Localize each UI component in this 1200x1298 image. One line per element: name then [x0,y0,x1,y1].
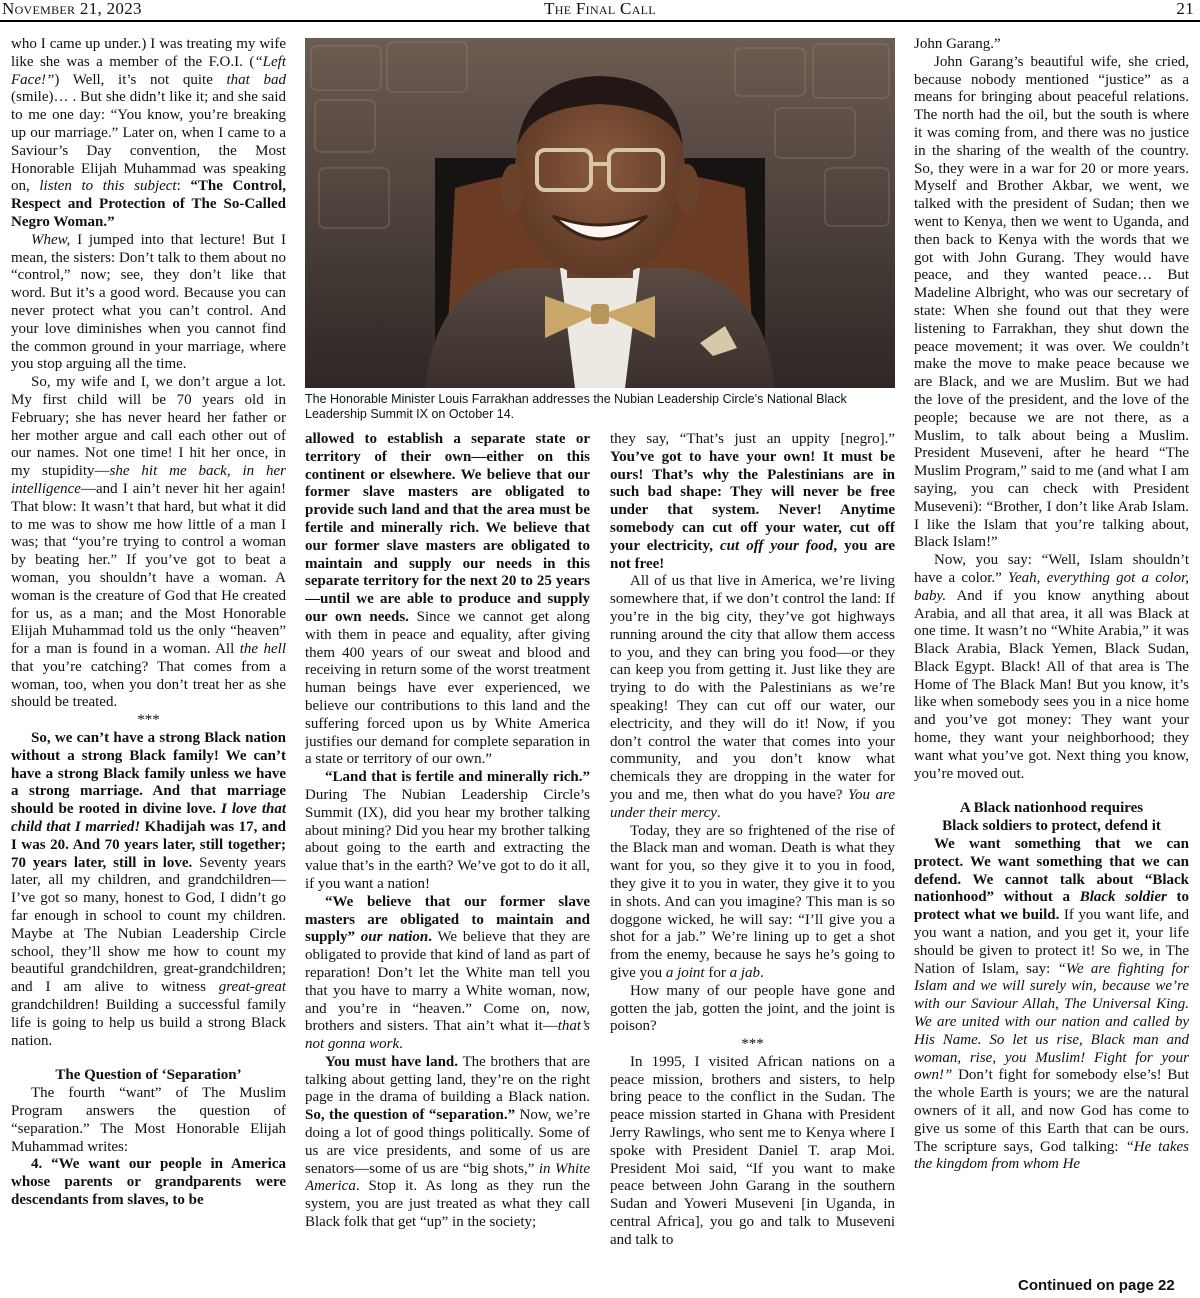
newspaper-name: The Final Call [544,0,656,18]
paragraph-spacer [914,783,1189,800]
paragraph: In 1995, I visited African nations on a peace mission, brothers and sisters, to help bring peace to the conflict in the Sudan. The peace mission started in Ghana with President Jerry Rawlings, who sent me to Kenya where I spoke with President Daniel T. arap Moi. President Moi said, “If you want to make peace between John Garang in the southern Sudan and Yoweri Museveni [in Uganda, in central Africa], you go and talk to Museveni and talk to [610,1053,895,1248]
paragraph-spacer [11,1050,286,1067]
paragraph: they say, “That’s just an uppity [negro].” You’ve got to have your own! It must be ours! That’s why the Palestinians are in such bad shape: They will never be free under that system. Never! Anytime somebody can cut off your water, cut off your electricity, cut off your food, you are not free! [610,431,895,572]
page-header [0,0,1200,22]
portrait-illustration [305,38,895,388]
paragraph: “Land that is fertile and minerally rich.” During The Nubian Leadership Circle’s Summit (IX), did you hear my brother talking about mining? Did you hear my brother talking about going to the earth and extracting the value that’s in the earth? We’ve got to do it all, if you want a nation! [305,769,590,892]
page-number: 21 [1176,0,1194,18]
paragraph: We want something that we can protect. We want something that we can defend. We cannot talk about “Black nationhood” without a Black soldier to protect what we build. If you want life, and you want a nation, and you get it, your life should be given to protect it! So we, in The Nation of Islam, say: “We are fighting for Islam and we will surely win, because we’re with our Saviour Allah, The Universal King. We are united with our nation and called by His Name. So let us rise, Black man and woman, rise, you Muslim! Fight for your own!” Don’t fight for somebody else’s! But the whole Earth is yours; we are the natural owners of it all, and now God has come to give us some of this Earth that can be ours. The scripture says, God talking: “He takes the kingdom from whom He [914,836,1189,1173]
section-break: *** [741,1036,764,1053]
paragraph: who I came up under.) I was treating my wife like she was a member of the F.O.I. (“Left Face!”) Well, it’s not quite that bad (smile)… . But she didn’t like it; and she said to me one day: “You know, you’re breaking up our marriage.” Later on, when I came to a Saviour’s Day convention, the Most Honorable Elijah Muhammad was speaking on, listen to this subject: “The Control, Respect and Protection of The So-Called Negro Woman.” [11,36,286,230]
paragraph: How many of our people have gone and gotten the jab, gotten the joint, and the joint is poison? [610,982,895,1035]
photo-caption: The Honorable Minister Louis Farrakhan addresses the Nubian Leadership Circle’s National Black Leadership Summit IX on October 14. [305,392,847,421]
paragraph: John Garang.” [914,36,1001,52]
paragraph: All of us that live in America, we’re living somewhere that, if we don’t control the land: If you’re in the big city, they’ve got highways running around the city that allow them access to you, and they can bring you food—or they can keep you from getting it. Just like they are trying to do with the Palestinians as we’re speaking! They can cut off our water, our electricity, and they will do it! Now, if you don’t control the water that comes into your community, and you don’t know what chemicals they are dropping in the water for you and me, then what do you have? You are under their mercy. [610,573,895,821]
article-column-2 [305,431,590,1291]
subhead: The Question of ‘Separation’ [55,1067,242,1084]
article-column-4 [914,36,1189,1272]
paragraph: 4. “We want our people in America whose parents or grandparents were descendants from slaves, to be [11,1156,286,1208]
issue-date: November 21, 2023 [2,0,142,18]
paragraph: So, we can’t have a strong Black nation without a strong Black family! We can’t have a strong Black family unless we have a strong marriage. And that marriage should be rooted in divine love. I love that child that I married! Khadijah was 17, and I was 20. And 70 years later, still together; 70 years later, still in love. Seventy years later, all my children, and grandchildren—I’ve got so many, honest to God, I didn’t go far enough in school to count my children. Maybe at The Nubian Leadership Circle school, they’ll show me how to count my beautiful grandchildren, great-grandchildren; and I am alive to witness great-great grandchildren! Building a successful family life is going to help us build a strong Black nation. [11,730,286,1049]
paragraph: allowed to establish a separate state or territory of their own—either on this continent or elsewhere. We believe that our former slave masters are obligated to provide such land and that the area must be fertile and minerally rich. We believe that our former slave masters are obligated to maintain and supply our needs in this separate territory for the next 20 to 25 years—until we are able to produce and supply our own needs. Since we cannot get along with them in peace and equality, after giving them 400 years of our sweat and blood and receiving in return some of the worst treatment human beings have ever experienced, we believe our contributions to this land and the suffering forced upon us by White America justifies our demand for complete separation in a state or territory of our own.” [305,431,590,768]
paragraph: The fourth “want” of The Muslim Program answers the question of “separation.” The Most Honorable Elijah Muhammad writes: [11,1085,286,1155]
article-column-3 [610,431,895,1291]
paragraph: Whew, I jumped into that lecture! But I mean, the sisters: Don’t talk to them about no “control,” now; see, they don’t like that word. But it’s a good word. Because you can never protect what you can’t control. And your love diminishes when you cannot find the common ground in your marriage, where you stop arguing all the time. [11,231,286,373]
subhead: A Black nationhood requires Black soldiers to protect, defend it [942,800,1161,835]
section-break: *** [137,712,160,729]
paragraph: You must have land. The brothers that are talking about getting land, they’re on the right page in the drama of building a Black nation. So, the question of “separation.” Now, we’re doing a lot of good things politically. Some of us are vice presidents, and some of us are senators—some of us are “big shots,” in White America. Stop it. As long as they run the system, you are just treated as what they call Black folk that get “up” in the society; [305,1053,590,1231]
article-column-1 [11,36,286,1294]
photo-farrakhan [305,38,895,388]
paragraph: Now, you say: “Well, Islam shouldn’t have a color.” Yeah, everything got a color, baby. And if you know anything about Arabia, and all that area, it all was Black at one time. It wasn’t no “White Arabia,” it was Black Arabia, Black Yemen, Black Sudan, Black Egypt. Black! All of that area is The Home of The Black Man! But you know, it’s like when somebody sees you in a nice home and you’ve got money: They want your home, they want your neighborhood; they want what you’ve got. Next thing you know, you’re moved out. [914,552,1189,782]
paragraph: So, my wife and I, we don’t argue a lot. My first child will be 70 years old in February; she has never heard her father or her mother argue and call each other out of our names. Not one time! I hit her once, in my stupidity—she hit me back, in her intelligence—and I ain’t never hit her again! That blow: It wasn’t that hard, but what it did to me was to show me how little of a man I was; that “you’re trying to control a woman by beating her.” If you’ve got to beat a woman, you shouldn’t have a woman. A woman is the creature of God that He created for us, as a man; and the Most Honorable Elijah Muhammad told us the only “heaven” for a man is found in a woman. All the hell that you’re catching? That comes from a woman, too, when you don’t treat her as she should be treated. [11,374,286,711]
paragraph: “We believe that our former slave masters are obligated to maintain and supply” our nation. We believe that they are obligated to provide that kind of land as part of reparation! Don’t let the White man tell you that you have to marry a White woman, now, and you’re in “heaven.” Come on, now, brothers and sisters. That ain’t what it—that’s not gonna work. [305,893,590,1053]
paragraph: John Garang’s beautiful wife, she cried, because nobody mentioned “justice” as a means for bringing about peaceful relations. The north had the oil, but the south is where it was coming from, and there was no justice in the sharing of the wealth of the country. So, they were in a war for 20 or more years. Myself and Brother Akbar, we went, we talked with the president of Sudan; then we went to Kenya, then we went to Uganda, and then back to Kenya with the words that we got with John Gurang. They would have peace, and they wanted peace… But Madeline Albright, who was our secretary of state: When she found out that they were listening to Farrakhan, they shut down the peace movement; it was over. We couldn’t make the move to make peace because we are Black, and we are Muslim. But we had the love of the president, and the love of the people; because we are not there, as a Muslim, to talk about being a Muslim. President Museveni, after he heard “The Muslim Program,” said to me (and what I am saying, you can check with President Museveni): “Brother, I don’t like Arab Islam. I like the Islam that you’re talking about, Black Islam!” [914,53,1189,551]
paragraph: Today, they are so frightened of the rise of the Black man and woman. Death is what they want for you, so they give it to you in food, they give it to you in water, they give it to you in shots. And can you imagine? This man is so doggone wicked, he will say: “I’ll give you a shot for a jab.” We’re lining up to get a shot from the enemy, because he says he’s going to give you a joint for a jab. [610,822,895,981]
continued-on-page-link[interactable]: Continued on page 22 [1018,1277,1175,1294]
